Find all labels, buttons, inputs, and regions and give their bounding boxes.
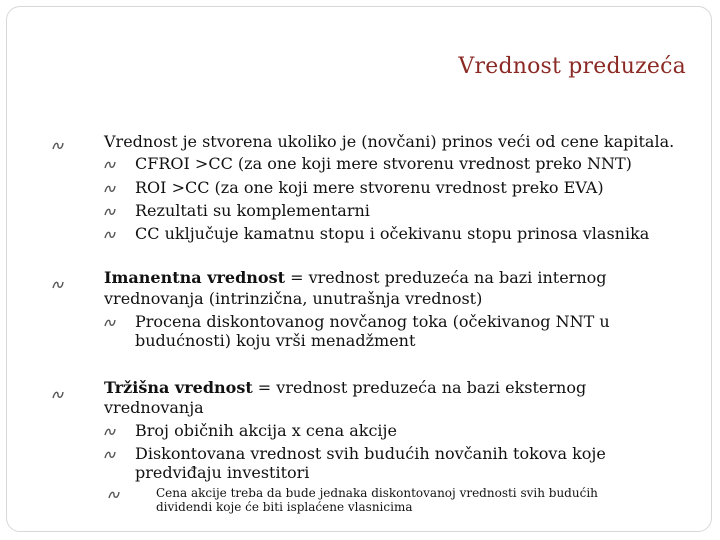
bullet-main-3: Tržišna vrednost = vrednost preduzeća na bazi eksternog — [104, 378, 587, 397]
sub-bullet-shares: Broj običnih akcija x cena akcije — [135, 421, 397, 440]
bullet-icon — [108, 490, 120, 500]
term-imanentna-vrednost: Imanentna vrednost — [104, 268, 285, 287]
bullet-icon — [52, 141, 64, 151]
sub-bullet-roi: ROI >CC (za one koji mere stvorenu vrednost preko EVA) — [135, 178, 604, 197]
bullet-icon — [52, 280, 64, 290]
subsub-bullet-dividends: Cena akcije treba da bude jednaka diskontovanoj vrednosti svih budućih — [156, 486, 598, 500]
bullet-main-2: Imanentna vrednost = vrednost preduzeća na bazi internog — [104, 268, 607, 287]
sub-bullet-cc: CC uključuje kamatnu stopu i očekivanu stopu prinosa vlasnika — [135, 224, 650, 243]
subsub-bullet-dividends-line2: dividendi koje će biti isplaćene vlasnicima — [156, 500, 413, 514]
bullet-icon — [104, 184, 116, 194]
bullet-icon — [104, 230, 116, 240]
bullet-icon — [104, 427, 116, 437]
bullet-icon — [104, 450, 116, 460]
bullet-icon — [52, 390, 64, 400]
sub-bullet-dcf-line2: budućnosti) koju vrši menadžment — [135, 331, 416, 350]
slide-title: Vrednost preduzeća — [458, 54, 686, 79]
bullet-icon — [104, 207, 116, 217]
sub-bullet-cfroi: CFROI >CC (za one koji mere stvorenu vrednost preko NNT) — [135, 154, 632, 173]
sub-bullet-discounted-line2: predviđaju investitori — [135, 463, 310, 482]
sub-bullet-dcf: Procena diskontovanog novčanog toka (očekivanog NNT u — [135, 312, 610, 331]
bullet-icon — [104, 160, 116, 170]
bullet-main-3-line2: vrednovanja — [104, 398, 204, 417]
bullet-main-1: Vrednost je stvorena ukoliko je (novčani) prinos veći od cene kapitala. — [104, 132, 675, 151]
bullet-icon — [104, 318, 116, 328]
sub-bullet-results: Rezultati su komplementarni — [135, 201, 370, 220]
term-trzisna-vrednost: Tržišna vrednost — [104, 378, 253, 397]
bullet-main-2-line2: vrednovanja (intrinzična, unutrašnja vrednost) — [104, 289, 483, 308]
sub-bullet-discounted: Diskontovana vrednost svih budućih novčanih tokova koje — [135, 444, 606, 463]
